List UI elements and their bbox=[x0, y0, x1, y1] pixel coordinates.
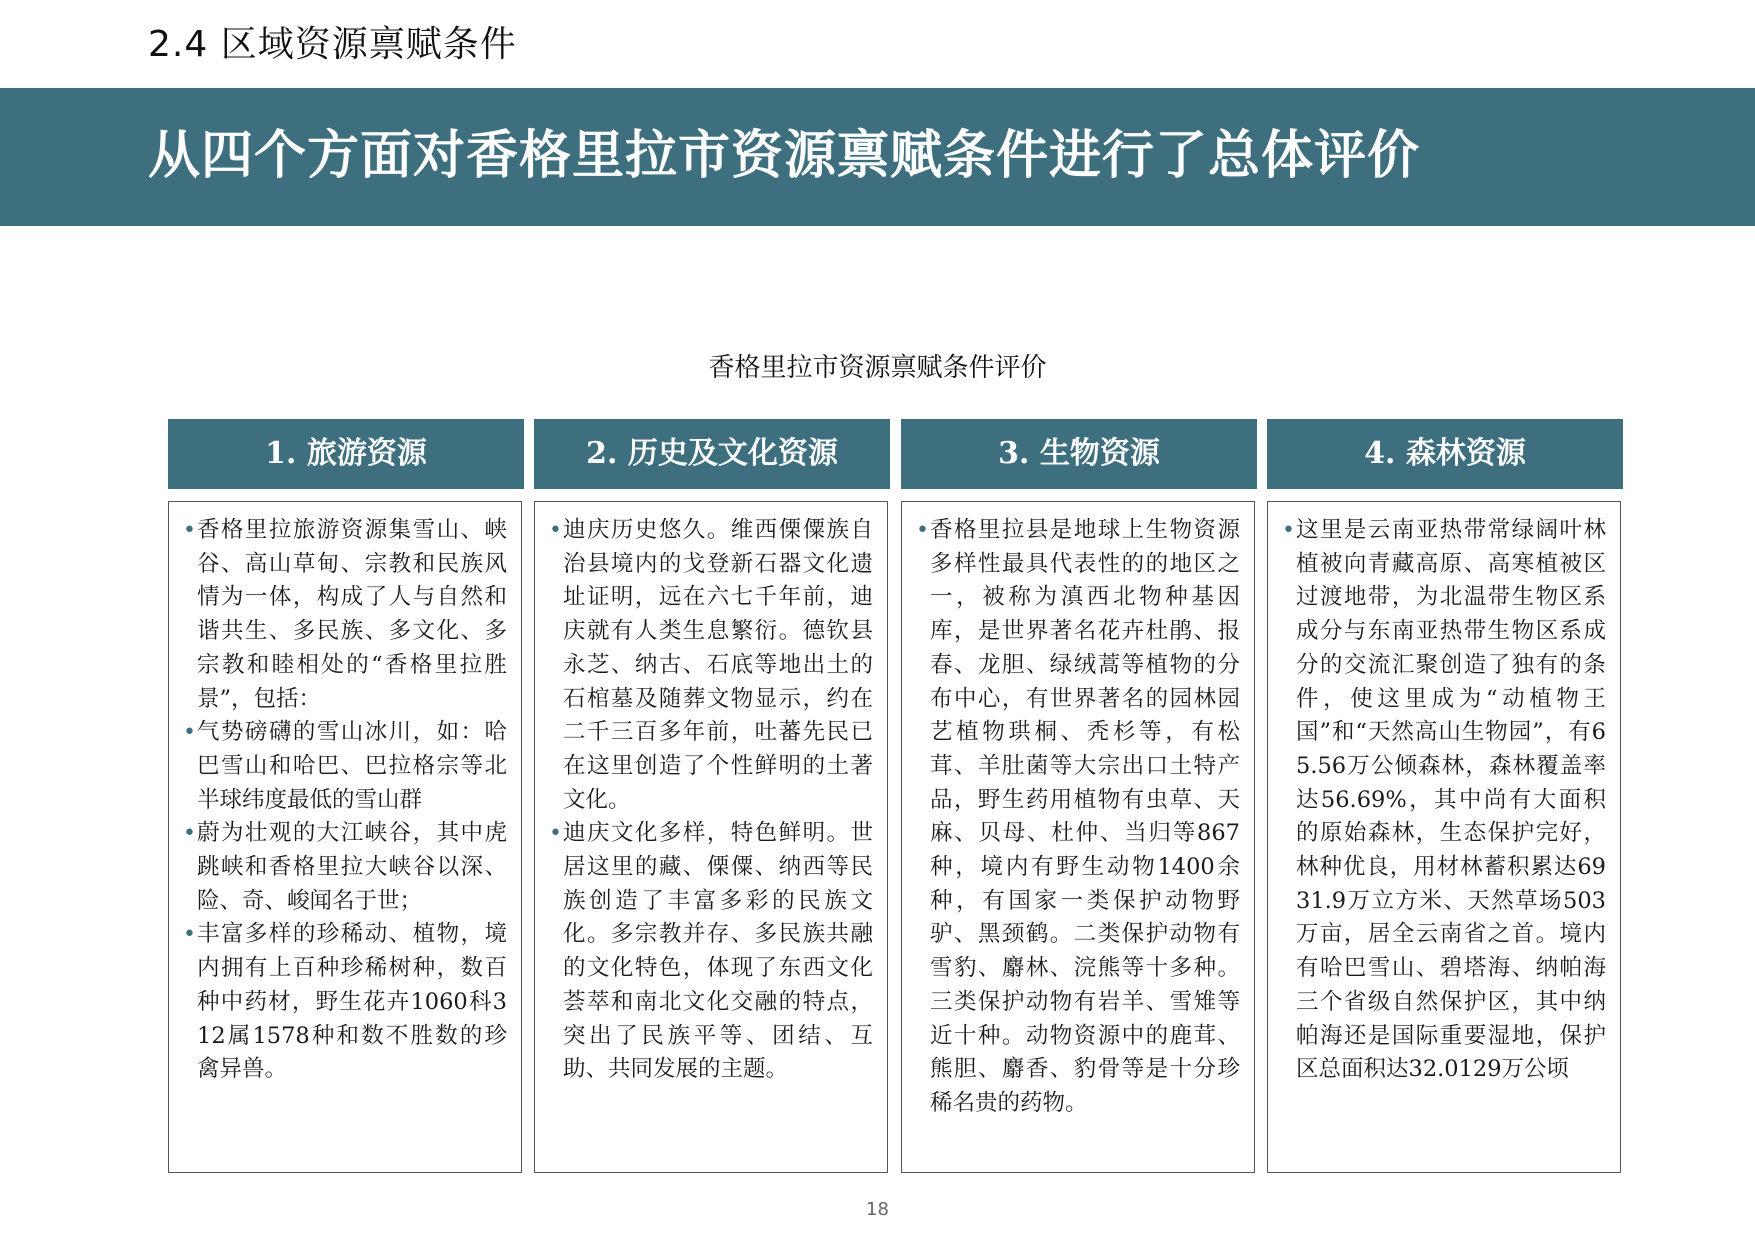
bullet-icon: • bbox=[183, 518, 196, 543]
column-body bbox=[901, 501, 1255, 1173]
column-body bbox=[1267, 501, 1621, 1173]
bullet-item bbox=[549, 514, 873, 817]
resource-column-biology bbox=[901, 419, 1257, 1173]
page-number: 18 bbox=[866, 1199, 889, 1220]
resource-column-history-culture bbox=[534, 419, 890, 1173]
bullet-text: 迪庆文化多样，特色鲜明。世居这里的藏、傈僳、纳西等民族创造了丰富多彩的民族文化。多宗教并存、多民族共融的文化特色，体现了东西文化荟萃和南北文化交融的特点，突出了民族平等、团结、互助、共同发展的主题。 bbox=[563, 820, 873, 1083]
resource-column-forest bbox=[1267, 419, 1623, 1173]
table-title: 香格里拉市资源禀赋条件评价 bbox=[708, 353, 1047, 383]
bullet-icon: • bbox=[183, 821, 196, 847]
column-body bbox=[534, 501, 888, 1173]
bullet-item bbox=[183, 514, 507, 716]
bullet-icon: • bbox=[549, 518, 562, 543]
bullet-text: 香格里拉旅游资源集雪山、峡谷、高山草甸、宗教和民族风情为一体，构成了人与自然和谐共生、多民族、多文化、多宗教和睦相处的“香格里拉胜景”，包括： bbox=[197, 517, 507, 712]
bullet-item bbox=[916, 514, 1240, 1121]
bullet-icon: • bbox=[549, 821, 562, 847]
column-header: 2. 历史及文化资源 bbox=[534, 419, 890, 489]
bullet-item bbox=[549, 817, 873, 1087]
section-heading: 2.4 区域资源禀赋条件 bbox=[148, 24, 517, 65]
bullet-icon: • bbox=[916, 518, 929, 543]
column-header: 3. 生物资源 bbox=[901, 419, 1257, 489]
bullet-text: 香格里拉县是地球上生物资源多样性最具代表性的的地区之一，被称为滇西北物种基因库，是世界著名花卉杜鹃、报春、龙胆、绿绒蒿等植物的分布中心，有世界著名的园林园艺植物珙桐、秃杉等，有松茸、羊肚菌等大宗出口土特产品，野生药用植物有虫草、天麻、贝母、杜仲、当归等867种，境内有野生动物1400余种，有国家一类保护动物野驴、黑颈鹤。二类保护动物有雪豹、麝林、浣熊等十多种。三类保护动物有岩羊、雪雉等近十种。动物资源中的鹿茸、熊胆、麝香、豹骨等是十分珍稀名贵的药物。 bbox=[930, 517, 1240, 1116]
bullet-text: 丰富多样的珍稀动、植物，境内拥有上百种珍稀树种，数百种中药材，野生花卉1060科312属1578种和数不胜数的珍禽异兽。 bbox=[197, 921, 507, 1083]
bullet-text: 气势磅礴的雪山冰川，如：哈巴雪山和哈巴、巴拉格宗等北半球纬度最低的雪山群 bbox=[197, 719, 507, 813]
bullet-icon: • bbox=[1282, 518, 1295, 543]
bullet-icon: • bbox=[183, 922, 196, 948]
bullet-text: 迪庆历史悠久。维西傈僳族自治县境内的戈登新石器文化遗址证明，远在六七千年前，迪庆就有人类生息繁衍。德钦县永芝、纳古、石底等地出土的石棺墓及随葬文物显示，约在二千三百多年前，吐蕃先民已在这里创造了个性鲜明的土著文化。 bbox=[563, 517, 873, 813]
bullet-item bbox=[183, 716, 507, 817]
bullet-item bbox=[183, 918, 507, 1087]
title-banner bbox=[0, 88, 1755, 226]
bullet-text: 蔚为壮观的大江峡谷，其中虎跳峡和香格里拉大峡谷以深、险、奇、峻闻名于世； bbox=[197, 820, 507, 914]
bullet-item bbox=[183, 817, 507, 918]
column-body bbox=[168, 501, 522, 1173]
bullet-item bbox=[1282, 514, 1606, 1087]
column-header: 1. 旅游资源 bbox=[168, 419, 524, 489]
resource-column-tourism bbox=[168, 419, 524, 1173]
bullet-icon: • bbox=[183, 720, 196, 746]
column-header: 4. 森林资源 bbox=[1267, 419, 1623, 489]
banner-title: 从四个方面对香格里拉市资源禀赋条件进行了总体评价 bbox=[148, 126, 1421, 186]
bullet-text: 这里是云南亚热带常绿阔叶林植被向青藏高原、高寒植被区过渡地带，为北温带生物区系成分与东南亚热带生物区系成分的交流汇聚创造了独有的条件，使这里成为“动植物王国”和“天然高山生物园”，有65.56万公倾森林，森林覆盖率达56.69%，其中尚有大面积的原始森林，生态保护完好，林种优良，用材林蓄积累达6931.9万立方米、天然草场503万亩，居全云南省之首。境内有哈巴雪山、碧塔海、纳帕海三个省级自然保护区，其中纳帕海还是国际重要湿地，保护区总面积达32.0129万公顷 bbox=[1296, 517, 1606, 1083]
